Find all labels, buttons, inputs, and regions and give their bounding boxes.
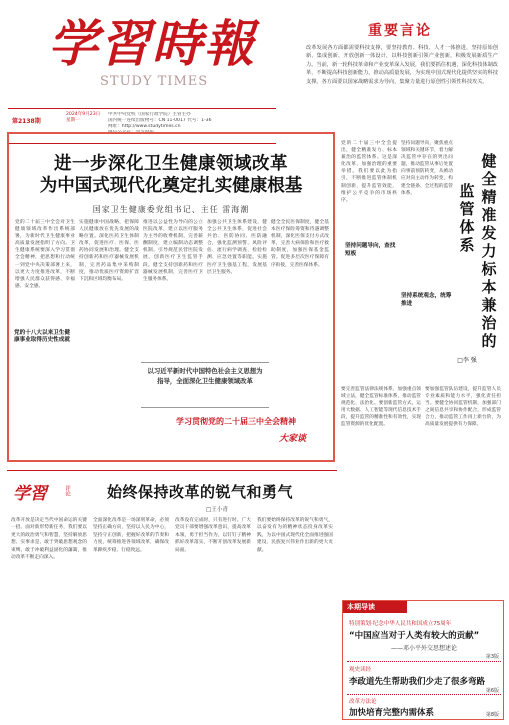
lead-article[interactable]: [7, 132, 335, 462]
lead-banner-title[interactable]: 学习贯彻党的二十届三中全会精神: [176, 417, 296, 426]
guide-item-1-page: 第3版: [485, 654, 499, 660]
lead-column-5: 健全全民医保制度，健全基本医疗保险筹资和待遇调整机制，深化医保支付方式改革，完善大病保险和医疗救助制度，加强医保基金监管。促进多层次医疗保障有序衔接，完善医保体系。: [271, 220, 329, 268]
guide-item-2-label: 观史读经: [349, 667, 372, 673]
regulation-column-2: 坚持问题导向，聚焦重点领域和关键环节，着力解决监管中存在的突出问题，推动监管从事后处置向事前预防转变，从被动应对向主动作为转变，构建全链条、全过程的监管体系。: [401, 141, 453, 196]
regulation-column-1: 党的二十届三中全会提出，健全精准发力、标本兼治的监管体系。这是深化改革、加强治理的重要举措。我们要以此为指引，不断推进监管体制机制创新，提升监管效能，维护公平竞争的市场秩序。: [341, 141, 397, 203]
issue-date: 2024年9月23日 星期一: [66, 112, 101, 123]
issue-meta: 中共中央党校（国家行政学院）主管主办 国内统一连续出版物号：CN 11-0017 代号：1-36 网址：http://www.studytimes.cn 微信公众号：学习时报: [108, 112, 212, 135]
regulation-headline[interactable]: 健全精准发力标本兼治的: [481, 152, 497, 350]
commentary-column-4: 我们要始终保持改革的锐气和勇气，以奋发有为的精神状态投身改革实践，为以中国式现代化全面推进强国建设、民族复兴伟业作出新的更大贡献。: [257, 518, 333, 553]
guide-item-1-subtitle: ——邓小平外交思想述论: [390, 645, 457, 652]
regulation-column-3: 要完善监管法律法规体系，加强重点领域立法，健全监管标准体系，推动监管规范化、法治化。要创新监管方式，运用大数据、人工智能等现代信息技术手段，提升监管的精准性和有效性，实现监管资源的优化配置。: [341, 387, 421, 428]
regulation-headline-2[interactable]: 监管体系: [459, 182, 475, 254]
regulation-author: □李 强: [457, 357, 477, 364]
guide-item-2-page: 第6版: [485, 688, 499, 694]
guide-item-3-label: 改革方法论: [349, 699, 377, 705]
guide-item-1-label: 特别策划·纪念中华人民共和国成立75周年: [349, 621, 452, 627]
commentary-headline[interactable]: 始终保持改革的锐气和勇气: [107, 483, 294, 501]
newspaper-logo-english: STUDY TIMES: [100, 74, 209, 89]
guide-divider: [347, 694, 501, 695]
commentary-author: □王小青: [205, 507, 229, 513]
commentary-column-2: 全面深化改革是一场深刻革命，必须坚持正确方向，坚持以人民为中心，坚持守正创新，把握好改革的节奏和力度，统筹推进各领域改革，确保改革蹄疾步稳、行稳致远。: [93, 518, 169, 553]
guide-item-3-page: 第8版: [485, 712, 499, 718]
newspaper-logo: 学習時報: [48, 14, 256, 73]
important-remarks-body: 改革发展各方面都需要科技支撑，要坚持教育、科技、人才一体推进，坚持原始创新、集成创新、开放创新一体设计，以科技创新引领产业创新，积极发展新质生产力。当前，新一轮科技革命和产业变革深入发展，我们要抓住机遇，深化科技体制改革，不断提高科技创新能力，推动高质量发展，为实现中国式现代化提供坚实的科技支撑。各方面要以国家战略需求为导向，集聚力量进行原创性引领性科技攻关。: [306, 45, 498, 85]
lead-column-1: 党的二十届三中全会对卫生健康领域改革作出系统部署，为新时代卫生健康事业高质量发展指明了方向。卫生健康系统要深入学习贯彻全会精神，把思想和行动统一到党中央决策部署上来，以更大力度推进改革，不断增强人民群众获得感、幸福感、安全感。: [15, 220, 75, 289]
lead-byline: 国家卫生健康委党组书记、主任 雷海潮: [92, 205, 250, 214]
lead-column-3: 推进以公益性为导向的公立医院改革，建立以医疗服务为主导的收费机制，完善薪酬制度，建立编制动态调整机制。引导规范民营医院发展。创新医疗卫生监管手段。健全支持创新药和医疗器械发展机制，完善医疗卫生服务体系。: [143, 220, 203, 282]
guide-divider: [347, 661, 501, 662]
important-remarks: [300, 20, 500, 130]
lead-column-4: 加强公共卫生体系建设，健全公共卫生体系，促进社会共治、医防协同、医防融合，强化监测预警、风险评估、流行病学调查、检验检测、应急处置等职能。实施医疗卫生强基工程，发展基层卫生服务。: [207, 220, 267, 275]
guide-item-2-title[interactable]: 李政道先生帮助我们少走了很多弯路: [349, 677, 486, 687]
important-remarks-title: 重要言论: [368, 23, 432, 39]
regulation-subheading-2: 坚持系统观念，统筹推进: [401, 293, 452, 307]
commentary-column-3: 改革没有完成时，只有进行时。广大党员干部要增强改革意识，提高改革本领，勇于担当作为，以钉钉子精神抓好改革落实，不断开创改革发展新局面。: [175, 518, 251, 553]
regulation-article[interactable]: [339, 132, 503, 598]
regulation-subheading-1: 坚持问题导向，查找短板: [345, 243, 396, 257]
guide-item-3-title[interactable]: 加快培育完整内需体系: [349, 708, 435, 718]
lead-banner[interactable]: [146, 416, 326, 446]
lead-headline-line1[interactable]: 进一步深化卫生健康领域改革: [54, 154, 288, 174]
guide-item-1-title[interactable]: “中国应当对于人类有较大的贡献”: [349, 631, 480, 641]
lead-subheading: 党的十八大以来卫生健康事业取得历史性成就: [14, 330, 74, 344]
regulation-column-4: 要加强监管队伍建设，提升监管人员专业素质和能力水平，强化责任担当。要健全协同监管机制，加强部门之间信息共享和协作配合，形成监管合力，推动监管工作再上新台阶，为高质量发展提供有力保障。: [425, 387, 501, 428]
commentary-article[interactable]: [7, 470, 337, 720]
issue-number: 第2138期: [12, 118, 41, 125]
commentary-column-label: 评论: [64, 485, 70, 497]
lead-banner-tag: 大家谈: [278, 434, 306, 444]
commentary-column-1: 改革开放是决定当代中国命运的关键一招。面对新形势新任务，我们要以更大的政治勇气和智慧，坚持解放思想、实事求是，敢于突破思想观念的束缚，敢于冲破利益固化的藩篱，推动改革不断走向深入。: [11, 518, 87, 561]
lead-headline-line2[interactable]: 为中国式现代化奠定扎实健康根基: [39, 176, 303, 196]
lead-pullquote-box: 以习近平新时代中国特色社会主义思想为指导，全面深化卫生健康领域改革: [141, 362, 269, 408]
issue-guide-title: 本期导读: [343, 601, 407, 613]
lead-column-2: 实施健康中国战略，把保障人民健康放在优先发展的战略位置。深化医药卫生体制改革，促进医疗、医保、医药协同发展和治理。健全支持创新药和医疗器械发展机制，完善药品集中采购制度，推动优质医疗资源扩容下沉和区域均衡布局。: [79, 220, 139, 282]
issue-guide: [342, 600, 504, 720]
masthead: [8, 8, 268, 148]
commentary-column-logo: 学習: [13, 484, 47, 504]
